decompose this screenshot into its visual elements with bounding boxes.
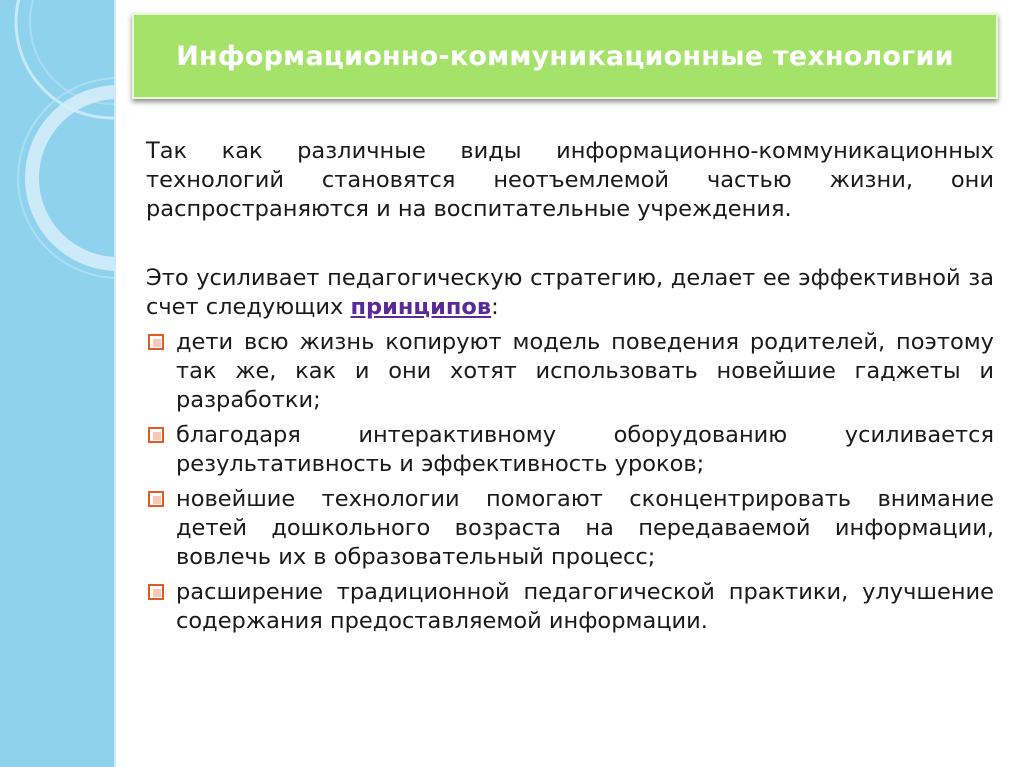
panel-divider — [114, 0, 116, 767]
principles-colon: : — [491, 294, 499, 320]
checkbox-square-icon — [148, 427, 164, 443]
principles-paragraph — [146, 264, 994, 322]
decorative-circles — [0, 0, 114, 767]
decorative-side-panel — [0, 0, 114, 767]
list-item-text: новейшие технологии помогают сконцентрировать внимание детей дошкольного возраста на передаваемой информации, вовлечь их в образовательный процесс; — [176, 486, 994, 570]
principles-text: Это усиливает педагогическую стратегию, делает ее эффективной за счет следующих — [146, 265, 994, 320]
slide-title: Информационно-коммуникационные технологии — [176, 40, 954, 72]
list-item-text: расширение традиционной педагогической практики, улучшение содержания предоставляемой информации. — [176, 579, 994, 634]
checkbox-square-icon — [148, 491, 164, 507]
list-item — [146, 421, 994, 479]
list-item — [146, 485, 994, 572]
intro-paragraph: Так как различные виды информационно-коммуникационных технологий становятся неотъемлемой частью жизни, они распространяются и на воспитательные учреждения. — [146, 138, 994, 222]
list-item — [146, 328, 994, 415]
principles-link[interactable]: принципов — [350, 294, 492, 320]
slide-content — [146, 137, 994, 636]
title-bar — [132, 13, 998, 99]
checkbox-square-icon — [148, 584, 164, 600]
checkbox-square-icon — [148, 334, 164, 350]
list-item — [146, 578, 994, 636]
list-item-text: благодаря интерактивному оборудованию усиливается результативность и эффективность уроков; — [176, 422, 994, 477]
list-item-text: дети всю жизнь копируют модель поведения родителей, поэтому так же, как и они хотят использовать новейшие гаджеты и разработки; — [176, 329, 994, 413]
principles-list — [146, 328, 994, 636]
